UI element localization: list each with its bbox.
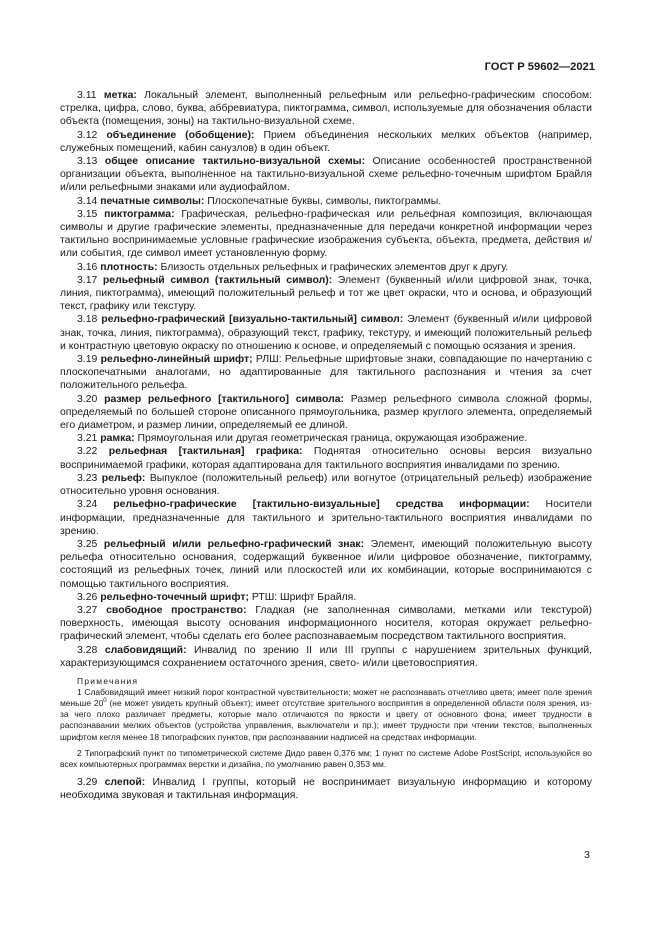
definition-text: Прием объединения нескольких мелких объектов (например, служебных помещений, кабин санузлов) в один объект.	[60, 129, 593, 154]
note-2: 2 Типографский пункт по типометрической системе Дидо равен 0,376 мм; 1 пункт по системе Adobe PostScript, используюйся во всех компьютерных программах верстки и дизайна, по умолчанию равен 0,353 мм.	[60, 747, 592, 769]
definition-number: 3.29	[77, 777, 98, 789]
definition-text: Гладкая (не заполненная символами, метками или текстурой) поверхность, имеющая высоту основания информационного носителя, которая окружает рельефно-графический элемент, чтобы сделать его более распознаваемым посредством тактильного восприятия.	[60, 604, 592, 643]
definition-number: 3.15	[77, 208, 98, 220]
definition-term: рельефный символ (тактильный символ):	[102, 274, 333, 286]
definition-text: Близость отдельных рельефных и графических элементов друг к другу.	[157, 261, 509, 273]
definition-term: рельефно-линейный шрифт;	[100, 354, 253, 366]
definition-paragraph	[60, 445, 592, 471]
definition-paragraph	[60, 353, 592, 393]
definition-term: общее описание тактильно-визуальной схемы:	[104, 156, 366, 168]
notes-title: Примечания	[77, 675, 139, 686]
definition-text: Элемент (буквенный и/или цифровой знак, точка, линия, пиктограмма), имеющий положительный рельеф и тот же цвет окраски, что и основа, и образующий текст, графику или текстуру.	[60, 274, 592, 313]
definition-number: 3.16	[77, 261, 98, 273]
definition-paragraph	[60, 393, 592, 433]
definition-paragraph	[60, 129, 592, 155]
definition-text: Выпуклое (положительный рельеф) или вогнутое (отрицательный рельеф) изображение относительно уровня основания.	[60, 472, 592, 498]
definition-text: Инвалид по зрению II или III группы с нарушением зрительных функций, характеризующимся сохранением остаточного зрения, свето- и/или цветовосприятия.	[60, 644, 593, 669]
definition-text: Носители информации, предназначенные для тактильного и зрительно-тактильного восприятия инвалидами по зрению.	[60, 499, 592, 537]
definition-paragraph	[60, 644, 592, 670]
definitions-body	[60, 89, 592, 802]
definition-text: Элемент (буквенный и/или цифровой знак, точка, линия, пиктограмма), образующий текст, графику, текстуру, и имеющий положительный рельеф и контрастную цветовую окраску по отношению к основе, и определяемый с помощью осязания и зрения.	[60, 314, 593, 352]
definition-paragraph	[60, 155, 592, 195]
definition-paragraph	[60, 538, 592, 591]
definition-paragraph	[60, 274, 592, 314]
definition-term: слабовидящий:	[104, 644, 187, 656]
definition-paragraph	[60, 604, 592, 644]
definition-term: рельеф:	[101, 472, 146, 484]
definition-paragraph	[60, 261, 592, 274]
definition-number: 3.17	[77, 274, 98, 286]
definition-text: Элемент, имеющий положительную высоту рельефа относительно основания, содержащий буквенное и/или цифровое обозначение, пиктограмму, состоящий из рельефных точек, линий или плоскостей или их комбинации, которые воспринимаются с помощью тактильного восприятия.	[60, 538, 592, 590]
note-1-text: 1 Слабовидящий имеет низкий порог контрастной чувствительности; может не распознавать отчетливо цвета; имеет поле зрения меньше 20	[60, 686, 592, 709]
definition-number: 3.22	[77, 446, 98, 458]
definition-paragraph	[60, 498, 592, 538]
note-1	[60, 687, 592, 743]
definition-text: Размер рельефного символа сложной формы, определяемый по большей стороне описанного прямоугольника, размер круглого элемента, определяемый его диаметром, и размер линии, определяемый ее длиной.	[60, 393, 592, 432]
definition-term: размер рельефного [тактильного] символа:	[104, 393, 344, 405]
definition-term: печатные символы:	[100, 195, 205, 207]
definition-number: 3.13	[77, 156, 98, 168]
definition-paragraph	[60, 313, 592, 353]
definition-term: рельефно-графический [визуально-тактильный] символ:	[101, 314, 404, 326]
definition-number: 3.26	[77, 591, 98, 603]
definition-text: РЛШ: Рельефные шрифтовые знаки, совпадающие по начертанию с плоскопечатными аналогами, но адаптированные для тактильного распознания и чтения за счет положительного рельефа.	[60, 354, 592, 392]
definition-number: 3.28	[77, 644, 98, 656]
definition-term: плотность:	[100, 261, 158, 273]
definition-paragraph	[60, 776, 592, 802]
degree-superscript: 0	[103, 698, 107, 705]
note-1-text-continued: (не может увидеть крупный объект); имеет отсутствие зрительного восприятия в определенной области поля зрения, из-за чего плохо различает предметы, которые мало отличаются по яркости и цвету от основного фона; имеет трудности в распознавании мелких объектов (устройства управления, выключатели и пр.); имеет трудности при чтении текстов, выполненных шрифтом кегля менее 18 типографских пунктов, при распознавании надписей на средствах информации.	[60, 698, 592, 742]
definition-paragraph	[60, 591, 592, 604]
definition-text: Поднятая относительно основы версия визуально воспринимаемой графики, которая адаптирована для тактильного восприятия инвалидами по зрению.	[60, 446, 592, 471]
definition-text: РТШ: Шрифт Брайля.	[248, 591, 357, 603]
definition-text: Описание особенностей пространственной организации объекта, выполненное на тактильно-визуальной схеме рельефно-точечным шрифтом Брайля и/или рельефными знаками или аудиофайлом.	[60, 156, 592, 194]
definition-term: метка:	[103, 90, 137, 101]
definition-number: 3.20	[77, 393, 98, 405]
definition-paragraph	[60, 432, 592, 445]
definition-paragraph	[60, 208, 592, 261]
definitions-list	[60, 89, 592, 670]
definition-number: 3.12	[77, 129, 98, 141]
definition-term: рельефная [тактильная] графика:	[108, 446, 303, 458]
definition-term: пиктограмма:	[104, 208, 175, 220]
document-code: ГОСТ Р 59602—2021	[484, 61, 595, 73]
definition-term: объединение (обобщение):	[106, 129, 255, 141]
definition-term: свободное пространство:	[106, 604, 247, 616]
definition-text: Инвалид I группы, который не воспринимает визуальную информацию и которому необходима звуковая и тактильная информация.	[60, 777, 592, 802]
definition-term: рамка:	[100, 433, 135, 445]
definition-term: рельефно-графические [тактильно-визуальные] средства информации:	[113, 499, 530, 511]
page-number: 3	[584, 849, 590, 861]
definition-number: 3.24	[77, 499, 98, 511]
definition-number: 3.25	[77, 538, 98, 550]
definition-term: рельефно-точечный шрифт;	[100, 591, 249, 603]
definition-number: 3.23	[77, 472, 98, 484]
definition-text: Плоскопечатные буквы, символы, пиктограммы.	[204, 195, 442, 207]
definition-paragraph	[60, 195, 592, 208]
definition-paragraph	[60, 472, 592, 498]
definition-paragraph	[60, 89, 592, 129]
definition-number: 3.21	[77, 433, 98, 445]
definition-number: 3.18	[77, 314, 98, 326]
definition-number: 3.14	[77, 195, 98, 207]
definition-number: 3.11	[77, 90, 97, 101]
definition-term: слепой:	[104, 777, 146, 789]
definition-number: 3.19	[77, 354, 98, 366]
definition-text: Графическая, рельефно-графическая или рельефная композиция, включающая символы и другие графические элементы, предназначенные для передачи конкретной информации через тактильно воспринимаемые условные графические изображения субъекта, объекта, предмета, действия и/или события, где символ имеет установленную форму.	[60, 208, 592, 260]
definition-term: рельефный и/или рельефно-графический знак:	[103, 538, 365, 550]
definition-text: Прямоугольная или другая геометрическая граница, окружающая изображение.	[134, 433, 528, 445]
definition-text: Локальный элемент, выполненный рельефным или рельефно-графическим способом: стрелка, цифра, слово, буква, аббревиатура, пиктограмма, символ, используемые для обозначения области объекта (помещения, зоны) на тактильно-визуальной схеме.	[60, 90, 592, 128]
definition-number: 3.27	[77, 604, 98, 616]
